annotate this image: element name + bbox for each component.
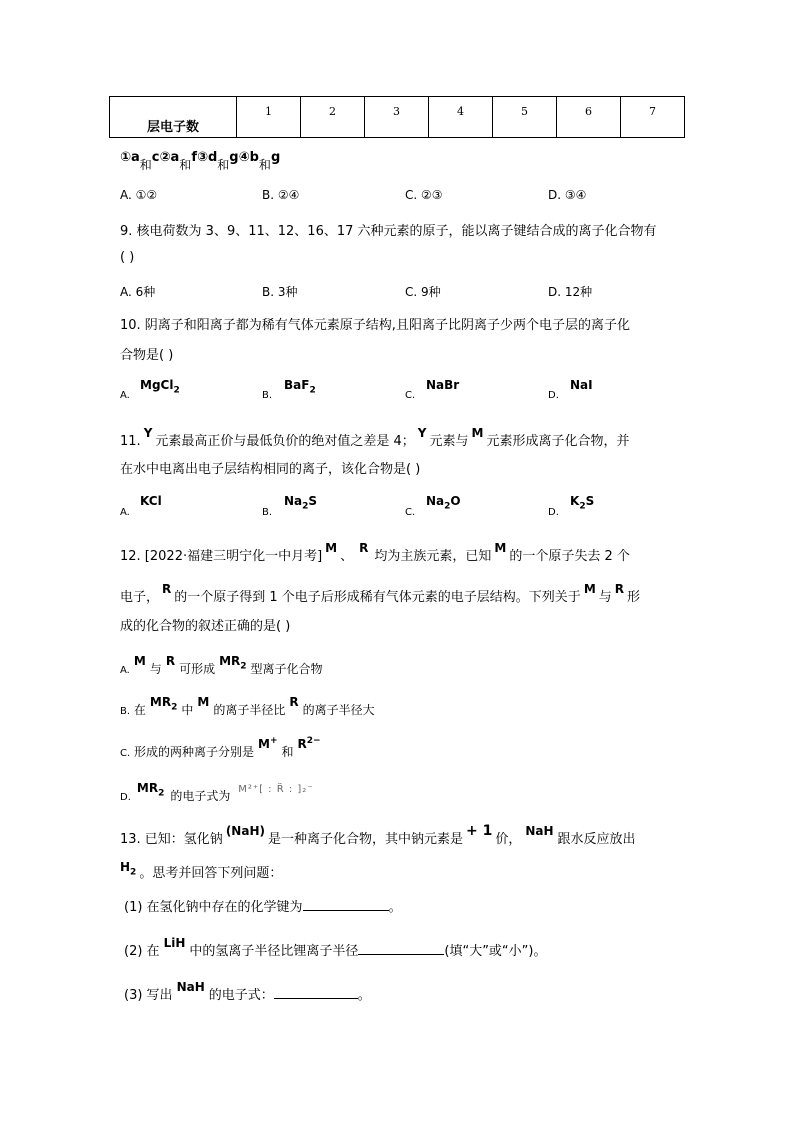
q13-stem-line1: 13. 已知：氢化钠(NaH)是一种离子化合物，其中钠元素是+ 1价，NaH跟水反应放出 [120,823,636,847]
q10-stem-line2: 合物是( ) [120,348,174,363]
table-col-1: 1 [237,97,301,138]
q12-stem-line1: 12. [2022·福建三明宁化一中月考]M、R均为主族元素，已知M的一个原子失去 2 个 [120,541,630,564]
table-header-label: 层电子数 [110,97,237,138]
table-col-6: 6 [557,97,621,138]
table-col-3: 3 [365,97,429,138]
table-col-5: 5 [493,97,557,138]
q13-sub3: (3) 写出NaH的电子式： 。 [124,980,371,1003]
table-col-2: 2 [301,97,365,138]
q8-option-c: C. ②③ [405,188,443,202]
answer-blank-3[interactable] [274,986,358,999]
q10-letter-a: A. [120,390,130,401]
q10-formula-b: BaF$_2$ [284,378,316,396]
table-col-4: 4 [429,97,493,138]
q11-stem-line1: 11.Y元素最高正价与最低负价的绝对值之差是 4；Y元素与M元素形成离子化合物，并 [120,426,630,449]
q12-stem-line2: 电子，R的一个原子得到 1 个电子后形成稀有气体元素的电子层结构。下列关于M与R形 [120,582,641,605]
q9-stem: 9. 核电荷数为 3、9、11、12、16、17 六种元素的原子，能以离子键结合成的离子化合物有 [120,224,657,239]
answer-blank-2[interactable] [358,942,444,955]
electron-shell-table [109,96,685,138]
q11-formula-b: $Na_2S$ [284,494,318,512]
q10-letter-d: D. [548,390,559,401]
q10-formula-d: NaI [570,378,593,392]
electron-dot-formula-image: M²⁺[ : R̈ : ]₂⁻ [238,784,314,795]
q8-option-d: D. ③④ [548,188,587,202]
q11-formula-d: $K_2S$ [570,494,595,512]
q12-option-a: A.M与R可形成$MR_2$ 型离子化合物 [120,654,323,676]
q8-pairs-line: ①a和c②a和f③d和g④b和g [120,150,281,172]
q10-formula-c: NaBr [426,378,460,392]
q8-option-a: A. ①② [120,188,158,202]
q9-paren: ( ) [120,250,135,265]
q13-sub2: (2) 在LiH中的氢离子半径比锂离子半径 (填“大”或“小”)。 [124,936,547,959]
q11-formula-a: KCl [140,494,162,508]
q11-letter-a: A. [120,507,130,518]
q9-option-b: B. 3种 [262,285,298,299]
answer-blank-1[interactable] [303,898,389,911]
q9-option-c: C. 9种 [405,285,441,299]
q12-option-c: C. 形成的两种离子分别是M+和$R^{2-}$ [120,736,321,759]
q13-sub1: (1) 在氢化钠中存在的化学键为 。 [124,900,402,915]
q12-option-d: $D.MR_2$ 的电子式为 $^{M^{2+}[ : R̈ : ]_2^-}$ [120,781,314,803]
q12-option-b: B. 在$MR_2$ 中M的离子半径比R的离子半径大 [120,695,375,717]
q13-stem-line2: $H_2$ 。思考并回答下列问题： [120,860,283,881]
q11-letter-b: B. [262,507,273,518]
q9-option-a: A. 6种 [120,285,156,299]
q10-formula-a: MgCl$_2$ [140,378,180,396]
q11-letter-c: C. [405,507,416,518]
q10-letter-b: B. [262,390,273,401]
q11-stem-line2: 在水中电离出电子层结构相同的离子，该化合物是( ) [120,462,421,477]
q10-stem-line1: 10. 阴离子和阳离子都为稀有气体元素原子结构,且阳离子比阴离子少两个电子层的离子化 [120,318,630,333]
table-col-7: 7 [621,97,685,138]
q8-option-b: B. ②④ [262,188,300,202]
q11-formula-c: $Na_2O$ [426,494,461,512]
q9-option-d: D. 12种 [548,285,593,299]
q11-letter-d: D. [548,507,559,518]
q12-stem-line3: 成的化合物的叙述正确的是( ) [120,619,291,634]
q10-letter-c: C. [405,390,416,401]
